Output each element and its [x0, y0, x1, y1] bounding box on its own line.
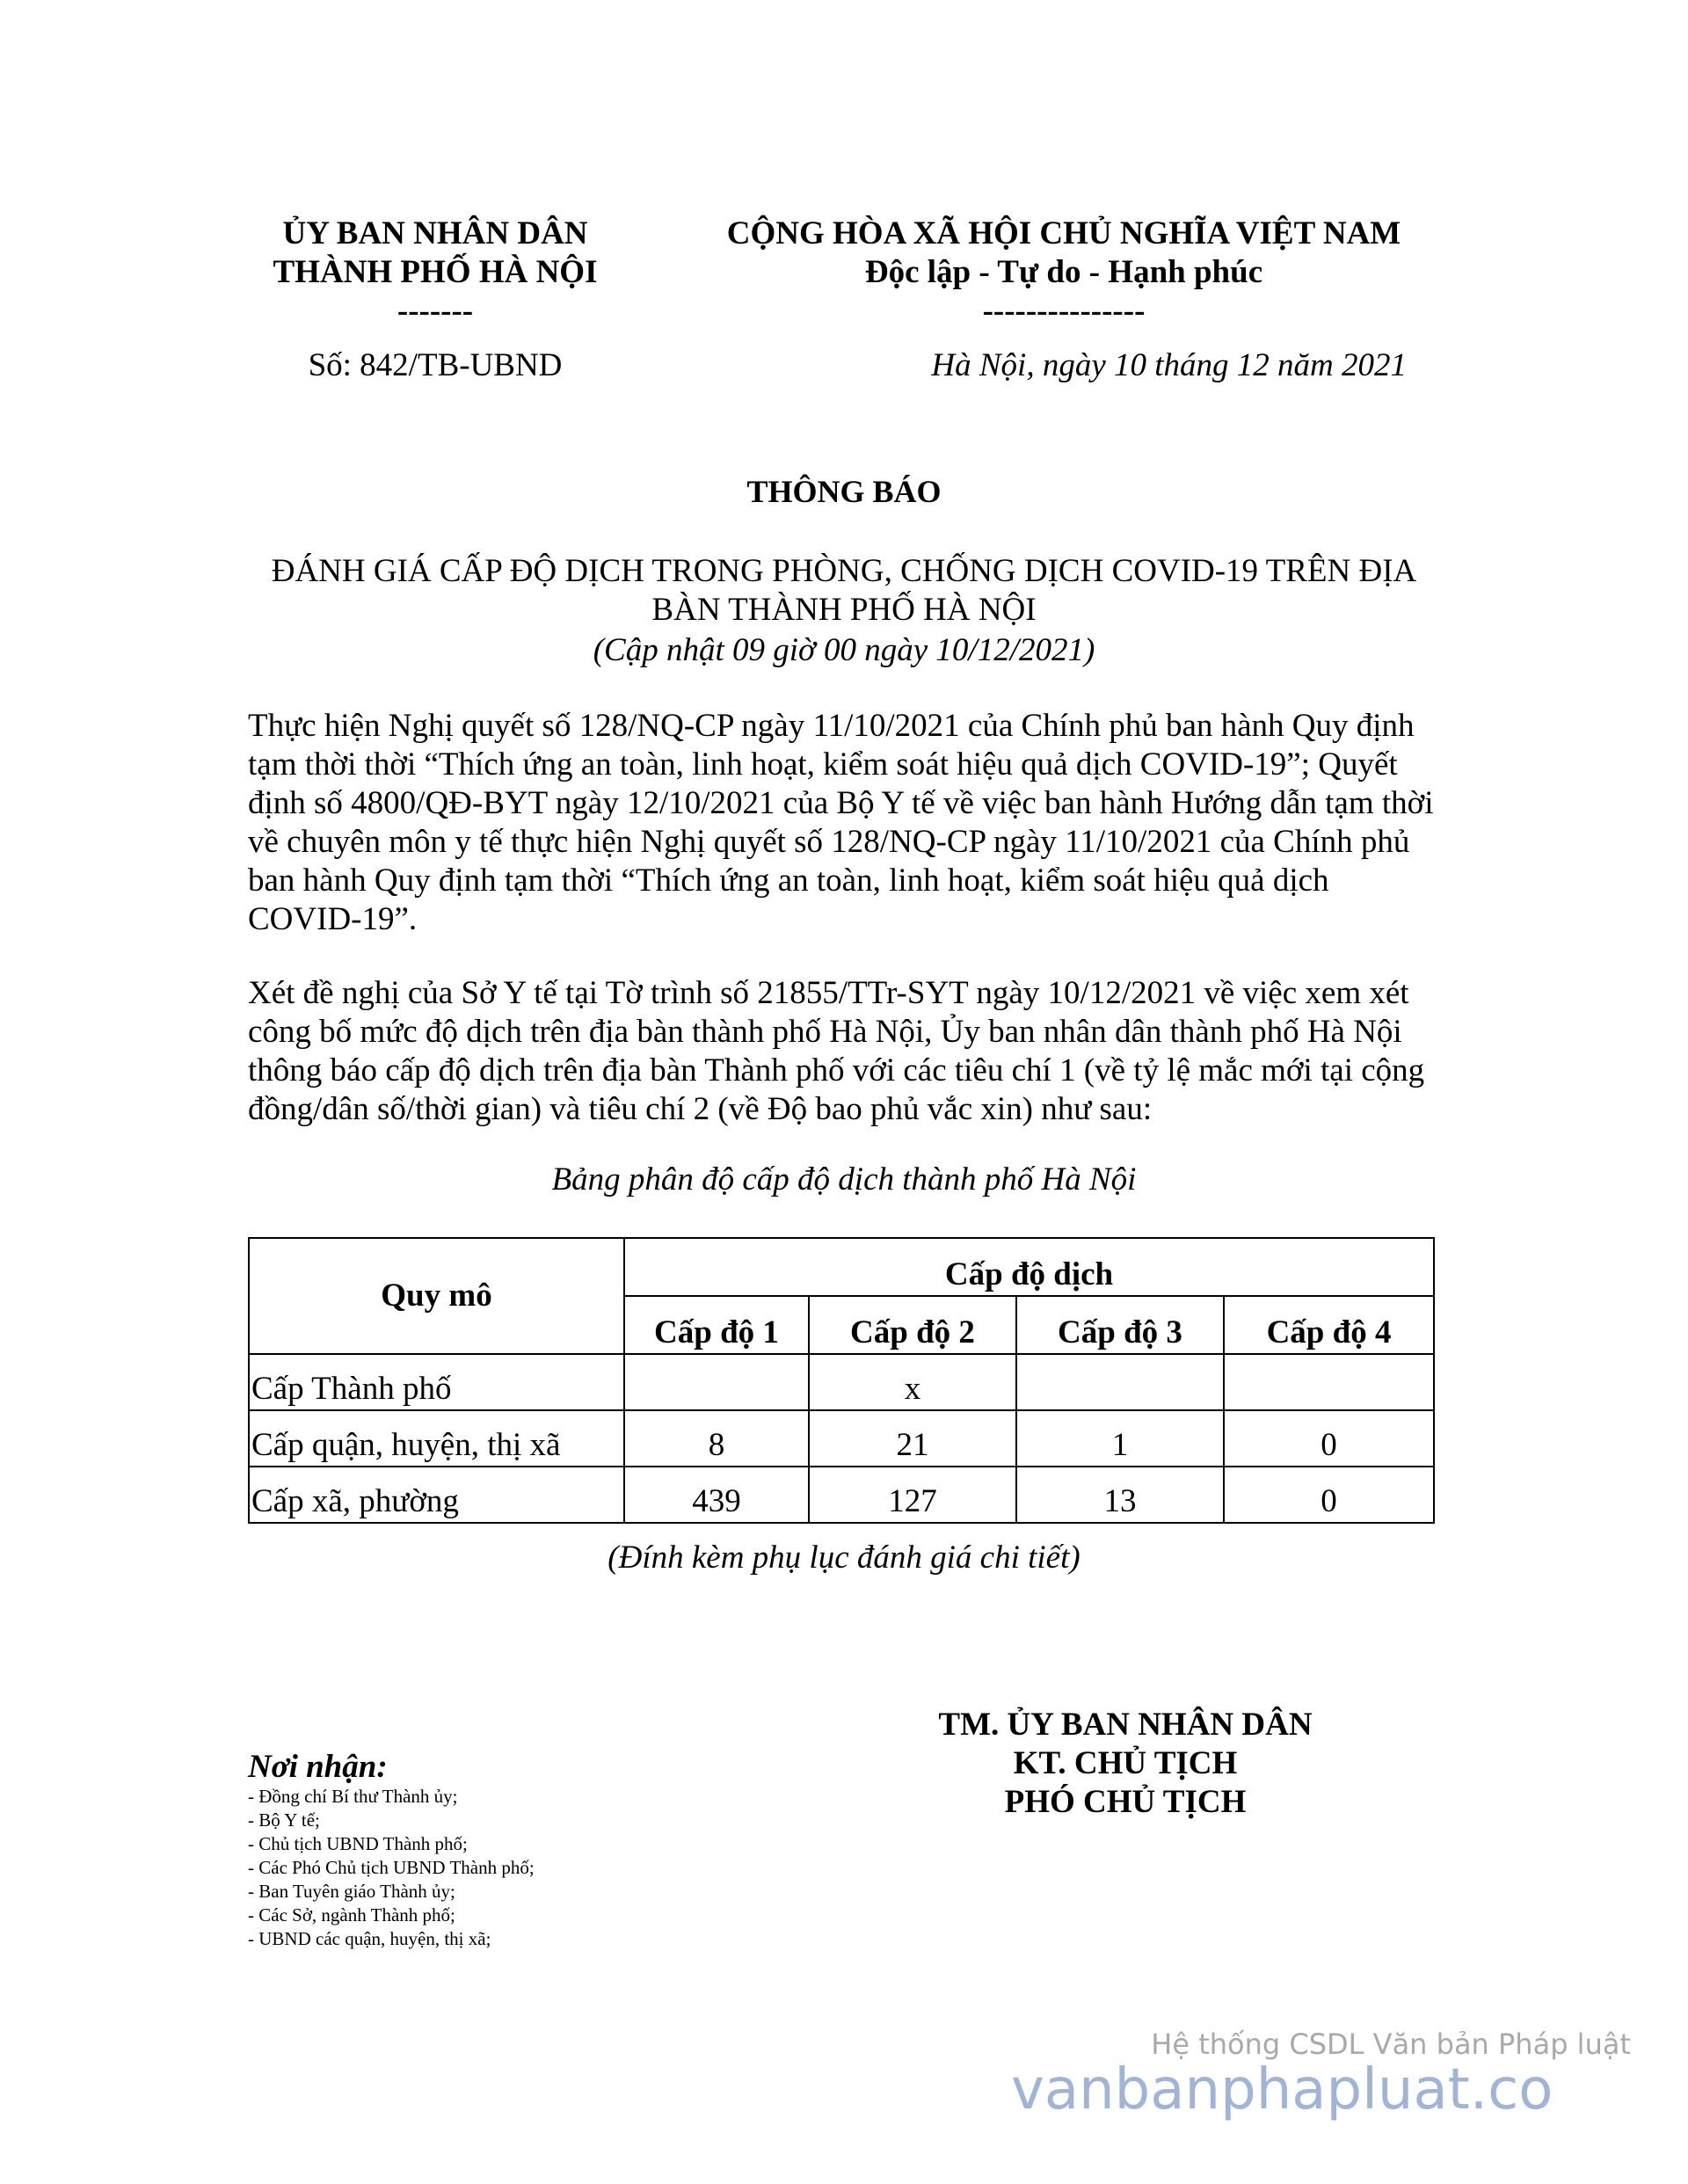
table-cell: 0 — [1224, 1410, 1434, 1467]
table-cell: x — [809, 1354, 1016, 1410]
recipients-list — [248, 1785, 535, 1951]
body-paragraph: Thực hiện Nghị quyết số 128/NQ-CP ngày 11/10/2021 của Chính phủ ban hành Quy định tạm thời thời “Thích ứng an toàn, linh hoạt, kiểm soát hiệu quả dịch COVID-19”; Quyết định số 4800/QĐ-BYT ngày 12/10/2021 của Bộ Y tế về việc ban hành Hướng dẫn tạm thời về chuyên môn y tế thực hiện Nghị quyết số 128/NQ-CP ngày 11/10/2021 của Chính phủ ban hành Quy định tạm thời “Thích ứng an toàn, linh hoạt, kiểm soát hiệu quả dịch COVID-19”. — [248, 708, 1434, 937]
document-subject — [237, 552, 1451, 630]
table-cell: 1 — [1016, 1410, 1224, 1467]
row-label: Cấp Thành phố — [249, 1354, 624, 1410]
table-cell: 0 — [1224, 1467, 1434, 1523]
attachment-note: (Đính kèm phụ lục đánh giá chi tiết) — [608, 1540, 1080, 1576]
national-motto-line1: CỘNG HÒA XÃ HỘI CHỦ NGHĨA VIỆT NAM — [726, 215, 1401, 251]
table-cell — [624, 1354, 809, 1410]
table-cell: 127 — [809, 1467, 1016, 1523]
signature-line1: TM. ỦY BAN NHÂN DÂN — [938, 1707, 1313, 1743]
document-title: THÔNG BÁO — [746, 474, 942, 509]
level-group-header: Cấp độ dịch — [624, 1238, 1434, 1296]
table-row — [249, 1410, 1434, 1467]
signature-line3: PHÓ CHỦ TỊCH — [1004, 1784, 1247, 1820]
table-header-row — [249, 1238, 1434, 1296]
table-cell: 8 — [624, 1410, 809, 1467]
national-motto-separator: --------------- — [982, 293, 1146, 329]
table-cell — [1016, 1354, 1224, 1410]
issuing-agency-separator: ------- — [397, 293, 474, 329]
document-number: Số: 842/TB-UBND — [308, 347, 563, 383]
table-cell: 21 — [809, 1410, 1016, 1467]
list-item: - Các Sở, ngành Thành phố; — [248, 1904, 455, 1926]
issuing-agency — [229, 215, 642, 331]
watermark-line1: Hệ thống CSDL Văn bản Pháp luật — [1151, 2027, 1631, 2061]
scale-header: Quy mô — [249, 1238, 624, 1354]
row-label: Cấp xã, phường — [249, 1467, 624, 1523]
table-cell — [1224, 1354, 1434, 1410]
level-header: Cấp độ 3 — [1016, 1296, 1224, 1354]
level-header: Cấp độ 4 — [1224, 1296, 1434, 1354]
list-item: - Các Phó Chủ tịch UBND Thành phố; — [248, 1857, 535, 1878]
place-date: Hà Nội, ngày 10 tháng 12 năm 2021 — [931, 347, 1407, 383]
list-item: - Đồng chí Bí thư Thành ủy; — [248, 1786, 458, 1807]
epidemic-level-table — [248, 1237, 1435, 1524]
table-row — [249, 1354, 1434, 1410]
signature-line2: KT. CHỦ TỊCH — [1013, 1745, 1238, 1781]
document-subject-line1: ĐÁNH GIÁ CẤP ĐỘ DỊCH TRONG PHÒNG, CHỐNG DỊCH COVID-19 TRÊN ĐỊA — [271, 553, 1417, 589]
level-header: Cấp độ 2 — [809, 1296, 1016, 1354]
watermark-url: vanbanphapluat.co — [1011, 2057, 1553, 2122]
list-item: - Ban Tuyên giáo Thành ủy; — [248, 1881, 455, 1902]
table-caption: Bảng phân độ cấp độ dịch thành phố Hà Nội — [551, 1161, 1137, 1198]
list-item: - UBND các quận, huyện, thị xã; — [248, 1928, 491, 1949]
signature-block — [844, 1706, 1407, 1822]
body-paragraph: Xét đề nghị của Sở Y tế tại Tờ trình số 21855/TTr-SYT ngày 10/12/2021 về việc xem xét công bố mức độ dịch trên địa bàn thành phố Hà Nội, Ủy ban nhân dân thành phố Hà Nội thông báo cấp độ dịch trên địa bàn Thành phố với các tiêu chí 1 (về tỷ lệ mắc mới tại cộng đồng/dân số/thời gian) và tiêu chí 2 (về Độ bao phủ vắc xin) như sau: — [248, 975, 1425, 1127]
issuing-agency-line1: ỦY BAN NHÂN DÂN — [282, 215, 588, 251]
list-item: - Bộ Y tế; — [248, 1809, 320, 1831]
row-label: Cấp quận, huyện, thị xã — [249, 1410, 624, 1467]
national-motto — [651, 215, 1477, 331]
document-subject-line2: BÀN THÀNH PHỐ HÀ NỘI — [651, 592, 1037, 628]
recipients-heading: Nơi nhận: — [248, 1749, 388, 1785]
table-cell: 13 — [1016, 1467, 1224, 1523]
update-note: (Cập nhật 09 giờ 00 ngày 10/12/2021) — [593, 632, 1095, 668]
issuing-agency-line2: THÀNH PHỐ HÀ NỘI — [273, 254, 598, 290]
national-motto-line2: Độc lập - Tự do - Hạnh phúc — [864, 254, 1263, 290]
list-item: - Chủ tịch UBND Thành phố; — [248, 1833, 468, 1854]
level-header: Cấp độ 1 — [624, 1296, 809, 1354]
table-cell: 439 — [624, 1467, 809, 1523]
table-row — [249, 1467, 1434, 1523]
